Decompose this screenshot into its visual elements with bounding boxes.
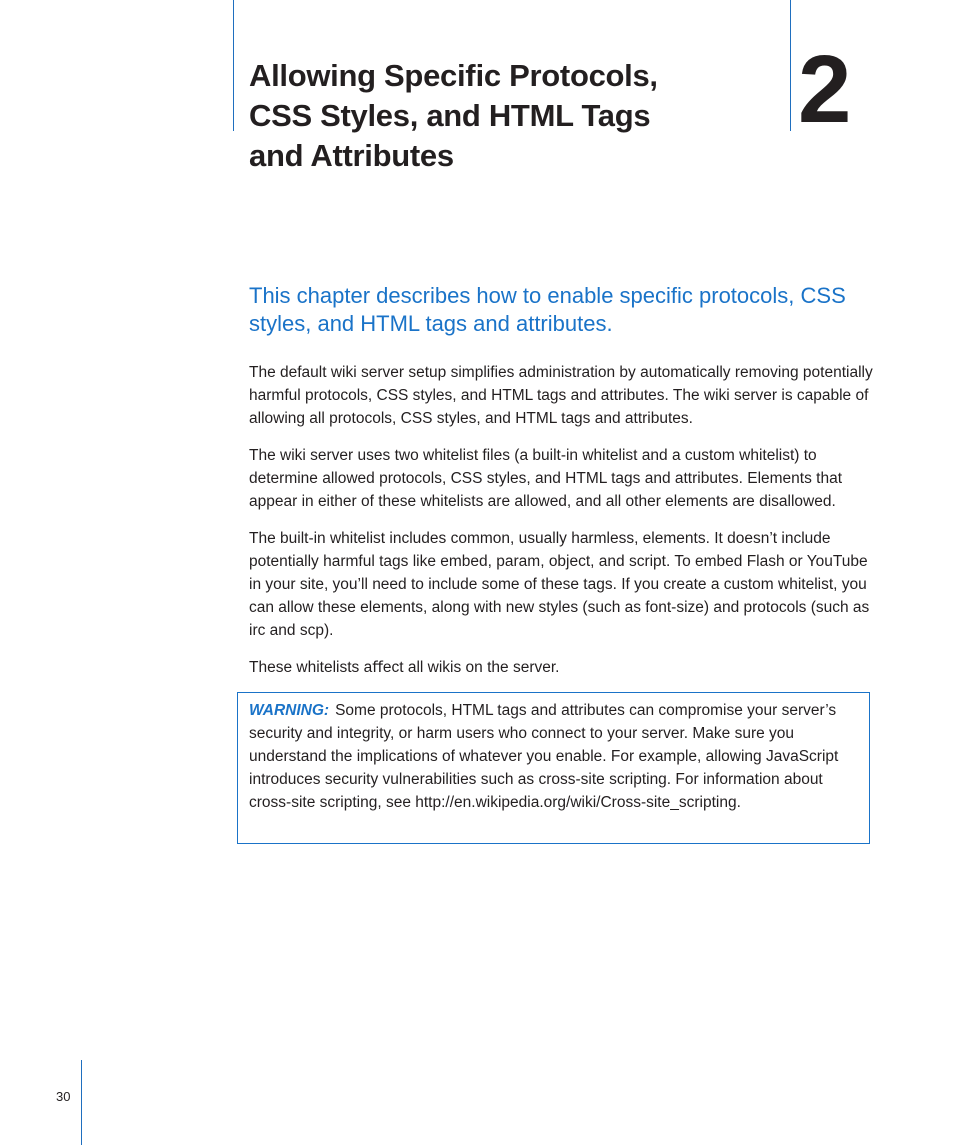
warning-box (237, 692, 870, 844)
body-paragraph-2: The wiki server uses two whitelist ﬁles (a built-in whitelist and a custom whitelist) to determine allowed protocols, CSS styles, and HTML tags and attributes. Elements that appear in either of these whitelists are allowed, and all other elements are disallowed. (249, 447, 843, 510)
body-paragraph-1: The default wiki server setup simpliﬁes administration by automatically removing potentially harmful protocols, CSS styles, and HTML tags and attributes. The wiki server is capable of allowing all protocols, CSS styles, and HTML tags and attributes. (249, 364, 873, 427)
chapter-rule-left (233, 0, 234, 131)
chapter-title-line: and Attributes (249, 138, 454, 173)
body-paragraph-4: These whitelists aﬀect all wikis on the server. (249, 659, 560, 676)
page-number-rule (81, 1060, 82, 1145)
warning-body: Some protocols, HTML tags and attributes can compromise your server’s security and integrity, or harm users who connect to your server. Make sure you understand the implications of whatever you enable. For example, allowing JavaScript introduces security vulnerabilities such as cross-site scripting. For information about cross-site scripting, see http://en.wikipedia.org/wiki/Cross-site_scripting. (249, 702, 839, 811)
page-number: 30 (56, 1089, 71, 1104)
chapter-intro: This chapter describes how to enable speciﬁc protocols, CSS styles, and HTML tags and attributes. (249, 283, 846, 336)
chapter-title (249, 56, 769, 176)
chapter-rule-right (790, 0, 791, 131)
warning-text-block (249, 699, 849, 814)
warning-label: WARNING: (249, 702, 330, 719)
body-paragraph-3: The built-in whitelist includes common, usually harmless, elements. It doesn’t include potentially harmful tags like embed, param, object, and script. To embed Flash or YouTube in your site, you’ll need to include some of these tags. If you create a custom whitelist, you can allow these elements, along with new styles (such as font-size) and protocols (such as irc and scp). (249, 530, 870, 639)
chapter-title-line: CSS Styles, and HTML Tags (249, 98, 651, 133)
chapter-number: 2 (798, 36, 850, 143)
chapter-title-line: Allowing Speciﬁc Protocols, (249, 58, 658, 93)
